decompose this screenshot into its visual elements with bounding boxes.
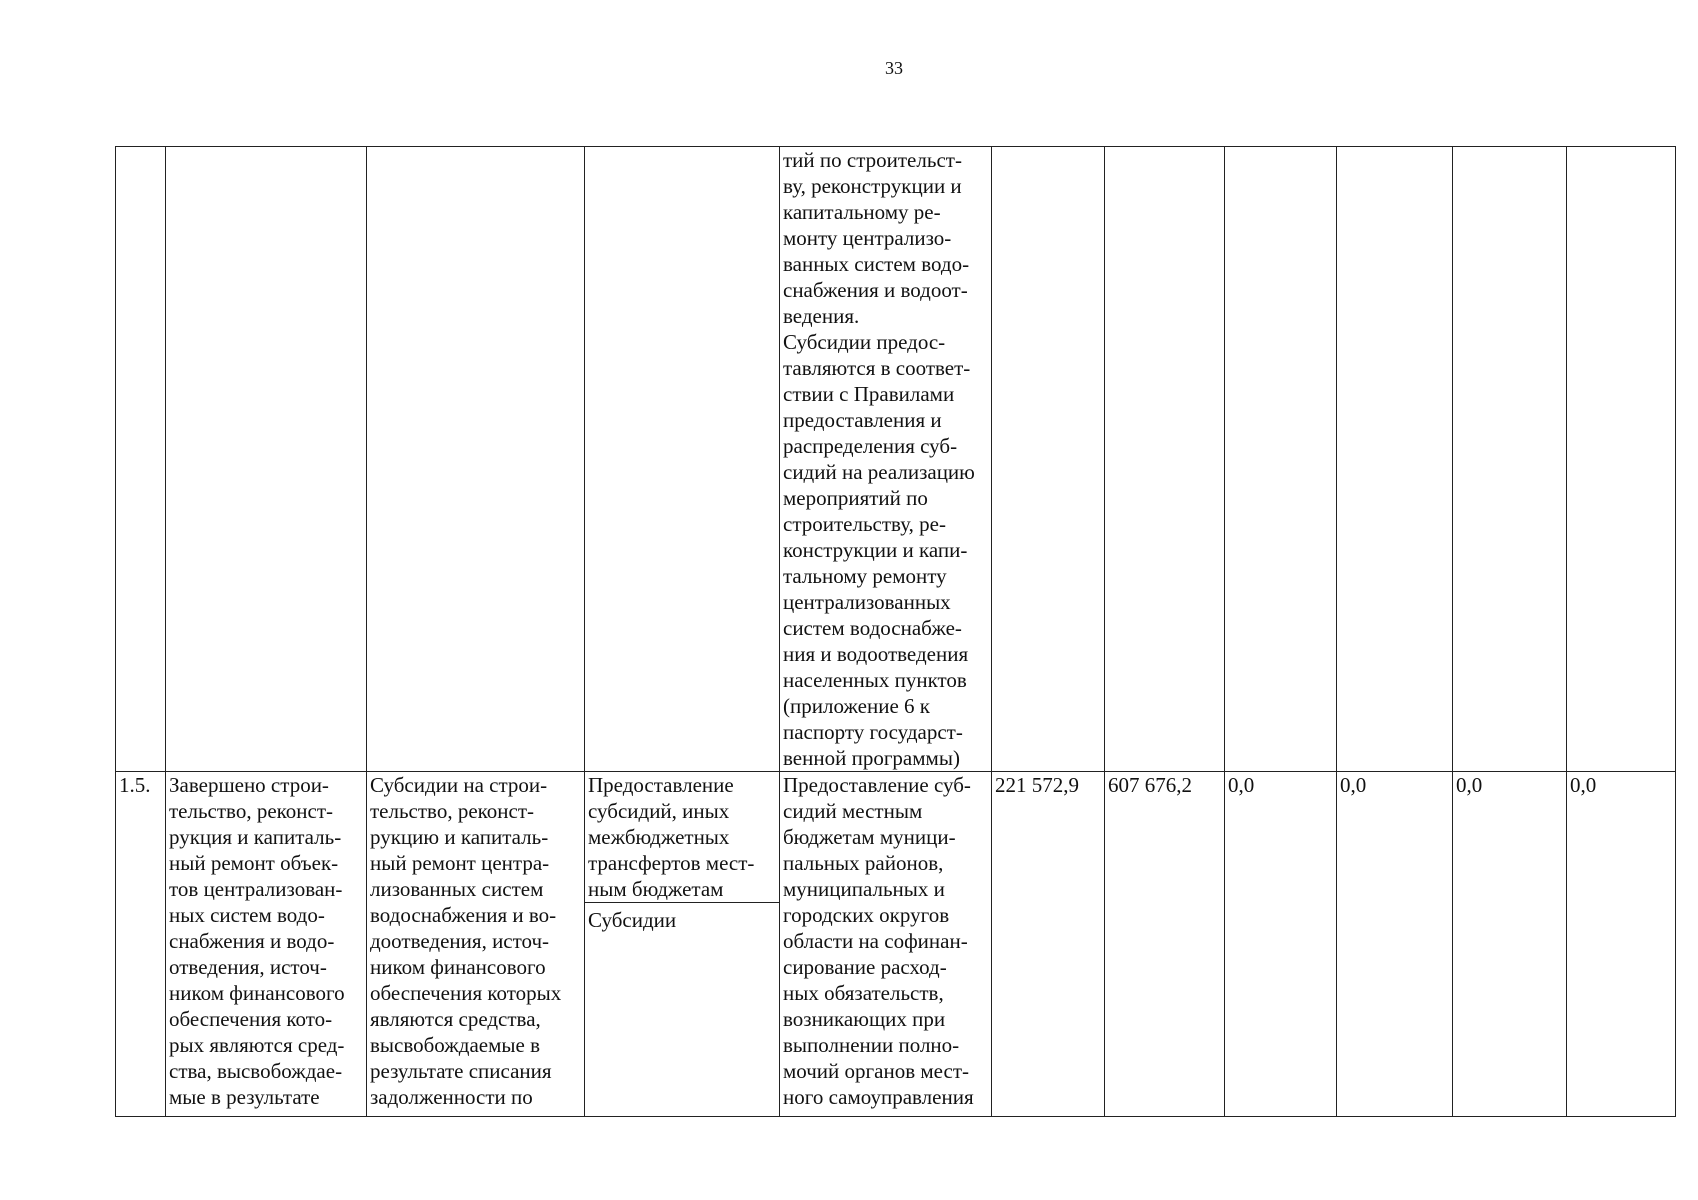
- cell-result-text: Завершено строи- тельство, реконст- рукция и капиталь- ный ремонт объек- тов централизован- ных систем водо- снабжения и водо- отведения, источ- ником финансового обеспечения кото- рых являются сред- ства, высвобождае- мые в результате: [166, 772, 367, 1117]
- cell-value-4: 0,0: [1337, 772, 1453, 1117]
- cell-type: [585, 772, 780, 1117]
- cell-value-2-cont: [1105, 147, 1225, 772]
- table-row-continuation: [116, 147, 1676, 772]
- cell-measure-text: Субсидии на строи- тельство, реконст- рукцию и капиталь- ный ремонт центра- лизованных систем водоснабжения и во- доотведения, источ- ником финансового обеспечения которых являются средства, высвобождаемые в результате списания задолженности по: [367, 772, 585, 1117]
- cell-row-number: 1.5.: [116, 772, 166, 1117]
- cell-value-1: 221 572,9: [992, 772, 1105, 1117]
- table-row-1-5: [116, 772, 1676, 1117]
- cell-value-5: 0,0: [1453, 772, 1567, 1117]
- page-number: 33: [885, 58, 903, 78]
- type-sub: Субсидии: [588, 908, 677, 932]
- cell-value-3-cont: [1225, 147, 1337, 772]
- cell-value-1-cont: [992, 147, 1105, 772]
- cell-value-6: 0,0: [1567, 772, 1676, 1117]
- program-table: [115, 146, 1676, 1117]
- cell-description: Предоставление суб- сидий местным бюджетам муници- пальных районов, муниципальных и городских округов области на софинан- сирование расход- ных обязательств, возникающих при выполнении полно- мочий органов мест- ного самоуправления: [780, 772, 992, 1117]
- cell-value-4-cont: [1337, 147, 1453, 772]
- cell-value-5-cont: [1453, 147, 1567, 772]
- cell-measure-cont: [367, 147, 585, 772]
- cell-type-cont: [585, 147, 780, 772]
- cell-description-cont: тий по строительст- ву, реконструкции и капитальному ре- монту централизо- ванных систем водо- снабжения и водоот- ведения. Субсидии предос- тавляются в соответ- ствии с Правилами предоставления и распределения суб- сидий на реализацию мероприятий по строительству, ре- конструкции и капи- тальному ремонту централизованных систем водоснабже- ния и водоотведения населенных пунктов (приложение 6 к паспорту государст- венной программы): [780, 147, 992, 772]
- cell-value-3: 0,0: [1225, 772, 1337, 1117]
- cell-result-cont: [166, 147, 367, 772]
- cell-value-6-cont: [1567, 147, 1676, 772]
- type-main: Предоставление субсидий, иных межбюджетных трансфертов мест- ным бюджетам: [585, 772, 779, 903]
- cell-number-cont: [116, 147, 166, 772]
- cell-value-2: 607 676,2: [1105, 772, 1225, 1117]
